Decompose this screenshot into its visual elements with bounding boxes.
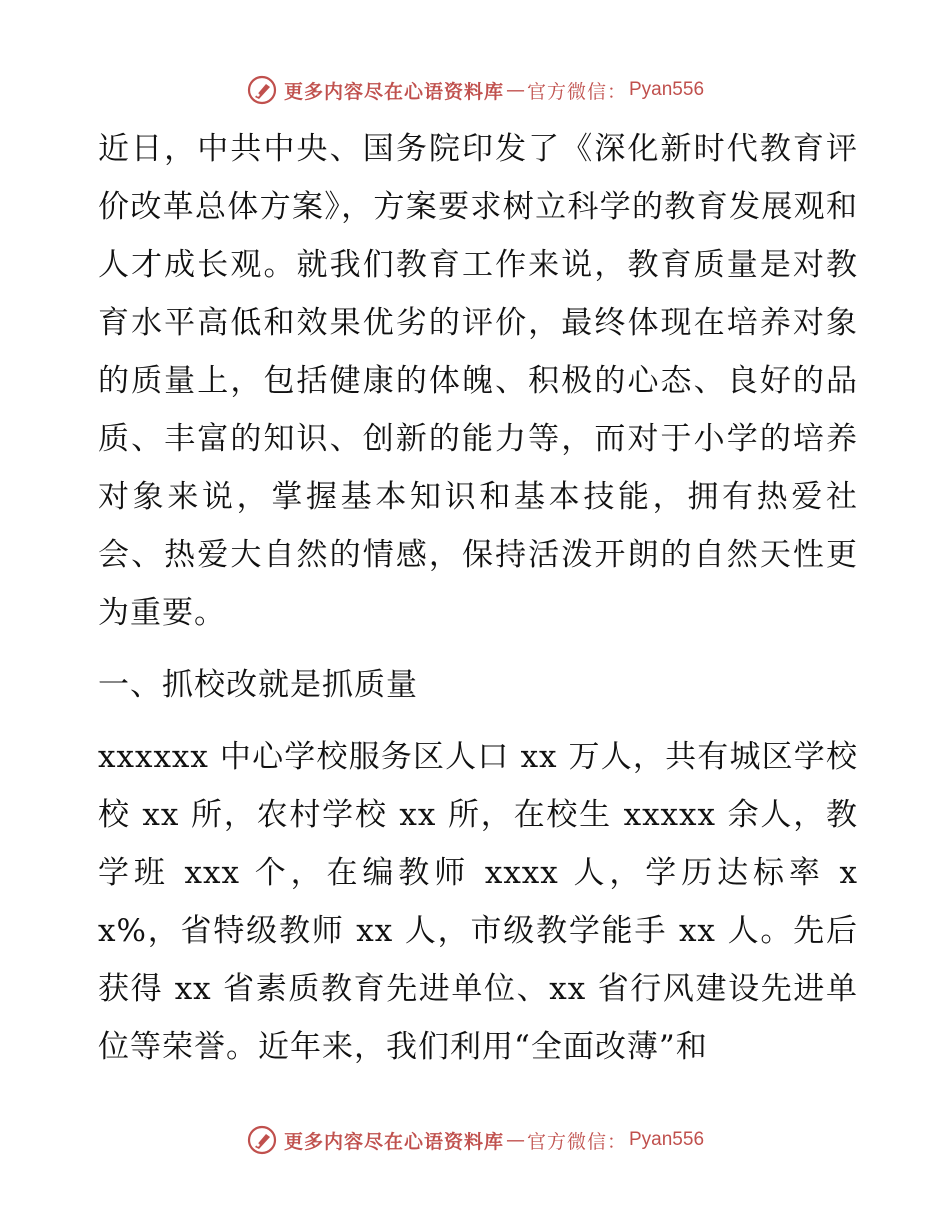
watermark-dash: — — [505, 1129, 525, 1151]
section-heading: 一、抓校改就是抓质量 — [98, 667, 418, 703]
watermark-text — [284, 77, 704, 104]
watermark-lead: 更多内容尽在心语资料库 — [283, 1130, 504, 1153]
watermark-banner-bottom — [0, 1120, 950, 1160]
watermark-wechat-id: Pyan556 — [629, 79, 705, 100]
watermark-dash: — — [505, 79, 525, 101]
intro-paragraph: 近日，中共中央、国务院印发了《深化新时代教育评价改革总体方案》，方案要求树立科学的教育发展观和人才成长观。就我们教育工作来说，教育质量是对教育水平高低和效果优劣的评价，最终体现在培养对象的质量上，包括健康的体魄、积极的心态、良好的品质、丰富的知识、创新的能力等，而对于小学的培养对象来说，掌握基本知识和基本技能，拥有热爱社会、热爱大自然的情感，保持活泼开朗的自然天性更为重要。 — [98, 131, 858, 631]
pen-nib-circle-icon — [246, 74, 278, 106]
section-paragraph: xxxxxx 中心学校服务区人口 xx 万人，共有城区学校校 xx 所，农村学校 xx 所，在校生 xxxxx 余人，教学班 xxx 个，在编教师 xxxx 人，学历达标率 xx%，省特级教师 xx 人，市级教学能手 xx 人。先后获得 xx 省素质教育先进单位、xx 省行风建设先进单位等荣誉。近年来，我们利用“全面改薄”和 — [98, 739, 858, 1065]
watermark-lead: 更多内容尽在心语资料库 — [283, 80, 504, 103]
document-body — [98, 120, 858, 1076]
watermark-banner-top — [0, 70, 950, 110]
watermark-wechat-id: Pyan556 — [629, 1129, 705, 1150]
pen-nib-circle-icon — [246, 1124, 278, 1156]
watermark-text — [284, 1127, 704, 1154]
watermark-wechat-label: 官方微信： — [526, 1130, 627, 1153]
watermark-wechat-label: 官方微信： — [526, 80, 627, 103]
